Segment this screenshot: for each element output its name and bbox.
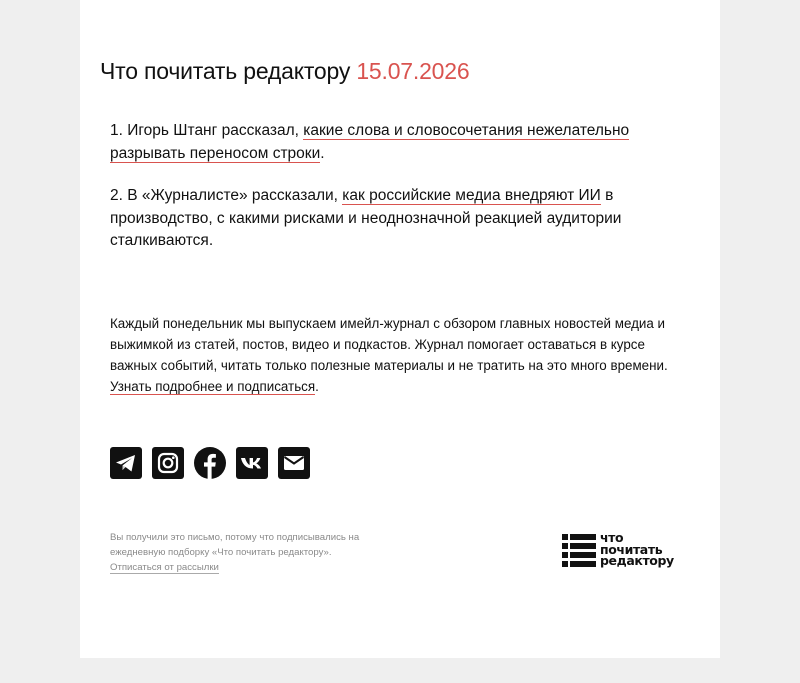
- article-link[interactable]: как российские медиа внедряют ИИ: [342, 187, 601, 204]
- item-prefix: 2. В «Журналисте» рассказали,: [110, 187, 343, 204]
- article-link[interactable]: какие слова и словосочетания нежелательно разрывать переносом строки: [110, 122, 630, 162]
- telegram-icon[interactable]: [110, 447, 142, 479]
- list-item: [110, 120, 680, 165]
- article-list: [110, 120, 680, 273]
- email-card: [80, 0, 720, 658]
- page-title: [100, 58, 469, 85]
- logo-wordmark: [600, 532, 674, 567]
- footer-note: [110, 530, 410, 575]
- item-suffix: .: [320, 144, 325, 162]
- unsubscribe-link[interactable]: Отписаться от рассылки: [110, 562, 219, 573]
- subscribe-link[interactable]: Узнать подробнее и подписаться: [110, 379, 316, 394]
- logo-line: почитать: [600, 541, 663, 557]
- social-links: [110, 447, 310, 479]
- item-suffix: в производство, с какими рисками и неоднозначной реакцией аудитории сталкиваются.: [110, 187, 622, 249]
- item-prefix: 1. Игорь Штанг рассказал,: [110, 122, 304, 139]
- vk-icon[interactable]: [236, 447, 268, 479]
- email-icon[interactable]: [278, 447, 310, 479]
- description-text: Каждый понедельник мы выпускаем имейл-журнал с обзором главных новостей медиа и выжимкой из статей, постов, видео и подкастов. Журнал помогает оставаться в курсе важных событий, читать только полезные материалы и не тратить на это много времени.: [110, 316, 668, 373]
- issue-date: 15.07.2026: [356, 58, 470, 84]
- footer-text: Вы получили это письмо, потому что подписывались на ежедневную подборку «Что почитать редактору».: [110, 532, 360, 558]
- facebook-icon[interactable]: [194, 447, 226, 479]
- title-text: Что почитать редактору: [100, 58, 351, 84]
- brand-logo[interactable]: [562, 532, 692, 570]
- list-item: [110, 185, 680, 253]
- logo-line: что: [600, 530, 624, 545]
- description-suffix: .: [315, 379, 319, 394]
- logo-line: редактору: [600, 553, 674, 568]
- newsletter-description: [110, 313, 692, 397]
- instagram-icon[interactable]: [152, 447, 184, 479]
- logo-mark-icon: [562, 534, 596, 568]
